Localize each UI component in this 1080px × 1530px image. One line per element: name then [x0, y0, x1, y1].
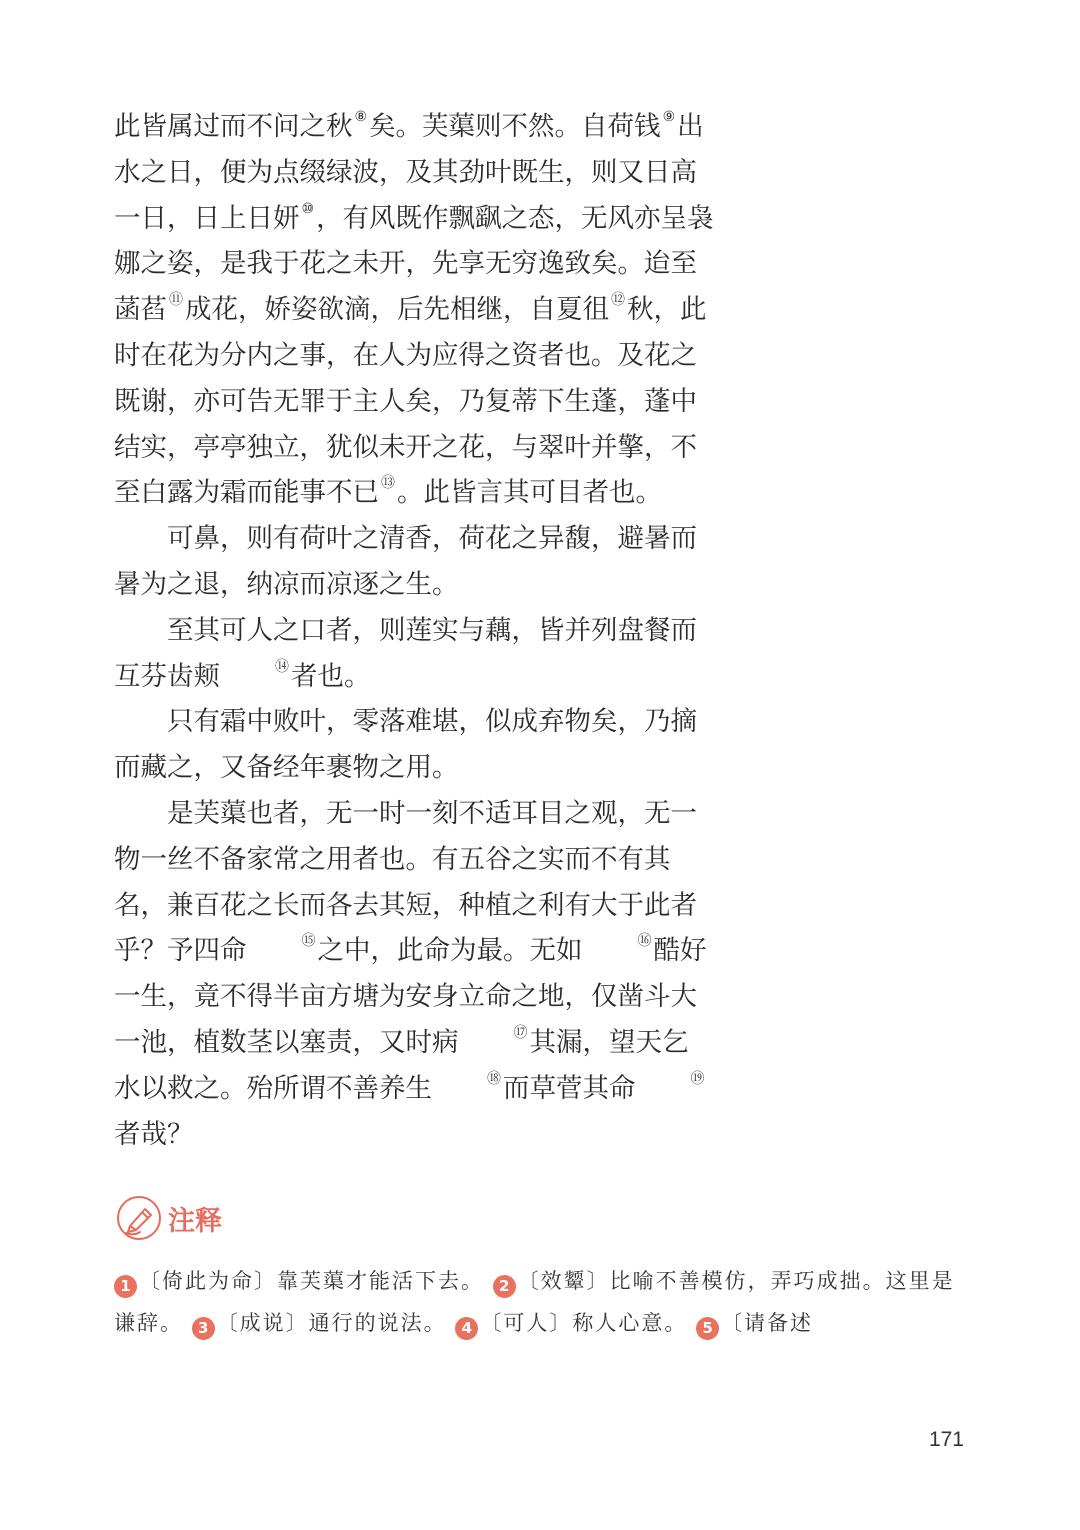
note-reference: ⑰: [513, 1024, 528, 1041]
note-reference: ⑬: [381, 475, 395, 492]
paragraph: [114, 104, 714, 516]
note-text: 〔可人〕称人心意。: [480, 1311, 688, 1335]
note-reference: ⑫: [611, 292, 625, 309]
text-segment: 。此皆言其可目者也。: [397, 477, 662, 509]
note-text: 〔成说〕通行的说法。: [216, 1311, 447, 1335]
note-reference: ⑮: [301, 933, 316, 950]
note-item: [114, 1269, 484, 1293]
note-item: [696, 1311, 813, 1335]
text-segment: 酷好一生，竟不得半亩方塘为安身立命之地，仅凿斗大一池，植数茎以塞责，又时病: [114, 935, 707, 1058]
paragraph: [114, 608, 714, 700]
text-segment: 其漏，望天乞水以救之。殆所谓不善养生: [114, 1026, 689, 1104]
text-segment: 秋，此时在花为分内之事，在人为应得之资者也。及花之既谢，亦可告无罪于主人矣，乃复蒂下生蓬，蓬中结实，亭亭独立，犹似未开之花，与翠叶并擎，不至白露为霜而能事不已: [114, 294, 707, 509]
note-item: [192, 1311, 447, 1335]
note-reference: ⑩: [301, 200, 315, 217]
text-segment: ，有风既作飘飖之态，无风亦呈袅娜之姿，是我于花之未开，先享无穷逸致矣。迨至菡萏: [114, 202, 714, 326]
pencil-note-icon: [114, 1192, 166, 1244]
text-segment: 至其可人之口者，则莲实与藕，皆并列盘餐而互芬齿颊: [114, 614, 697, 692]
text-segment: 矣。芙蕖则不然。自荷钱: [369, 111, 661, 142]
page-number: 171: [928, 1428, 964, 1451]
notes-title: 注释: [168, 1205, 222, 1237]
paragraph: [114, 791, 714, 1157]
text-segment: 者也。: [291, 660, 371, 692]
note-number-badge: 1: [114, 1275, 137, 1298]
note-reference: ⑲: [690, 1070, 705, 1087]
text-segment: 是芙蕖也者，无一时一刻不适耳目之观，无一物一丝不备家常之用者也。有五谷之实而不有其名，兼百花之长而各去其短，种植之利有大于此者乎？予四命: [114, 797, 697, 967]
notes-header: [114, 1192, 222, 1244]
note-reference: ⑱: [487, 1070, 501, 1087]
text-segment: 者哉？: [114, 1118, 194, 1150]
notes-list: [114, 1260, 974, 1344]
text-segment: 之中，此命为最。无如: [317, 935, 583, 967]
text-segment: 出水之日，便为点缀绿波，及其劲叶既生，则又日高一日，日上日妍: [114, 111, 704, 234]
text-segment: 此皆属过而不问之秋: [114, 111, 353, 142]
note-text: 〔效颦〕比喻不善模仿，弄巧成拙。这里是谦辞。: [114, 1269, 955, 1335]
note-reference: ⑯: [637, 933, 652, 950]
paragraph: [114, 516, 714, 608]
text-segment: 成花，娇姿欲滴，后先相继，自夏徂: [185, 294, 609, 326]
note-number-badge: 2: [493, 1275, 516, 1298]
paragraph: [114, 699, 714, 791]
note-number-badge: 5: [696, 1317, 719, 1340]
note-number-badge: 3: [192, 1317, 215, 1340]
text-segment: 只有霜中败叶，零落难堪，似成弃物矣，乃摘而藏之，又备经年裹物之用。: [114, 706, 697, 784]
note-number-badge: 4: [455, 1317, 478, 1340]
note-text: 〔请备述: [721, 1311, 814, 1335]
note-item: [455, 1311, 687, 1335]
note-reference: ⑪: [169, 292, 183, 309]
text-segment: 而草菅其命: [503, 1072, 636, 1104]
note-reference: ⑭: [275, 658, 289, 675]
note-text: 〔倚此为命〕靠芙蕖才能活下去。: [139, 1269, 484, 1293]
note-reference: ⑧: [354, 109, 368, 125]
note-reference: ⑨: [662, 109, 676, 125]
main-text: [114, 104, 714, 1157]
text-segment: 可鼻，则有荷叶之清香，荷花之异馥，避暑而暑为之退，纳凉而凉逐之生。: [114, 523, 697, 600]
